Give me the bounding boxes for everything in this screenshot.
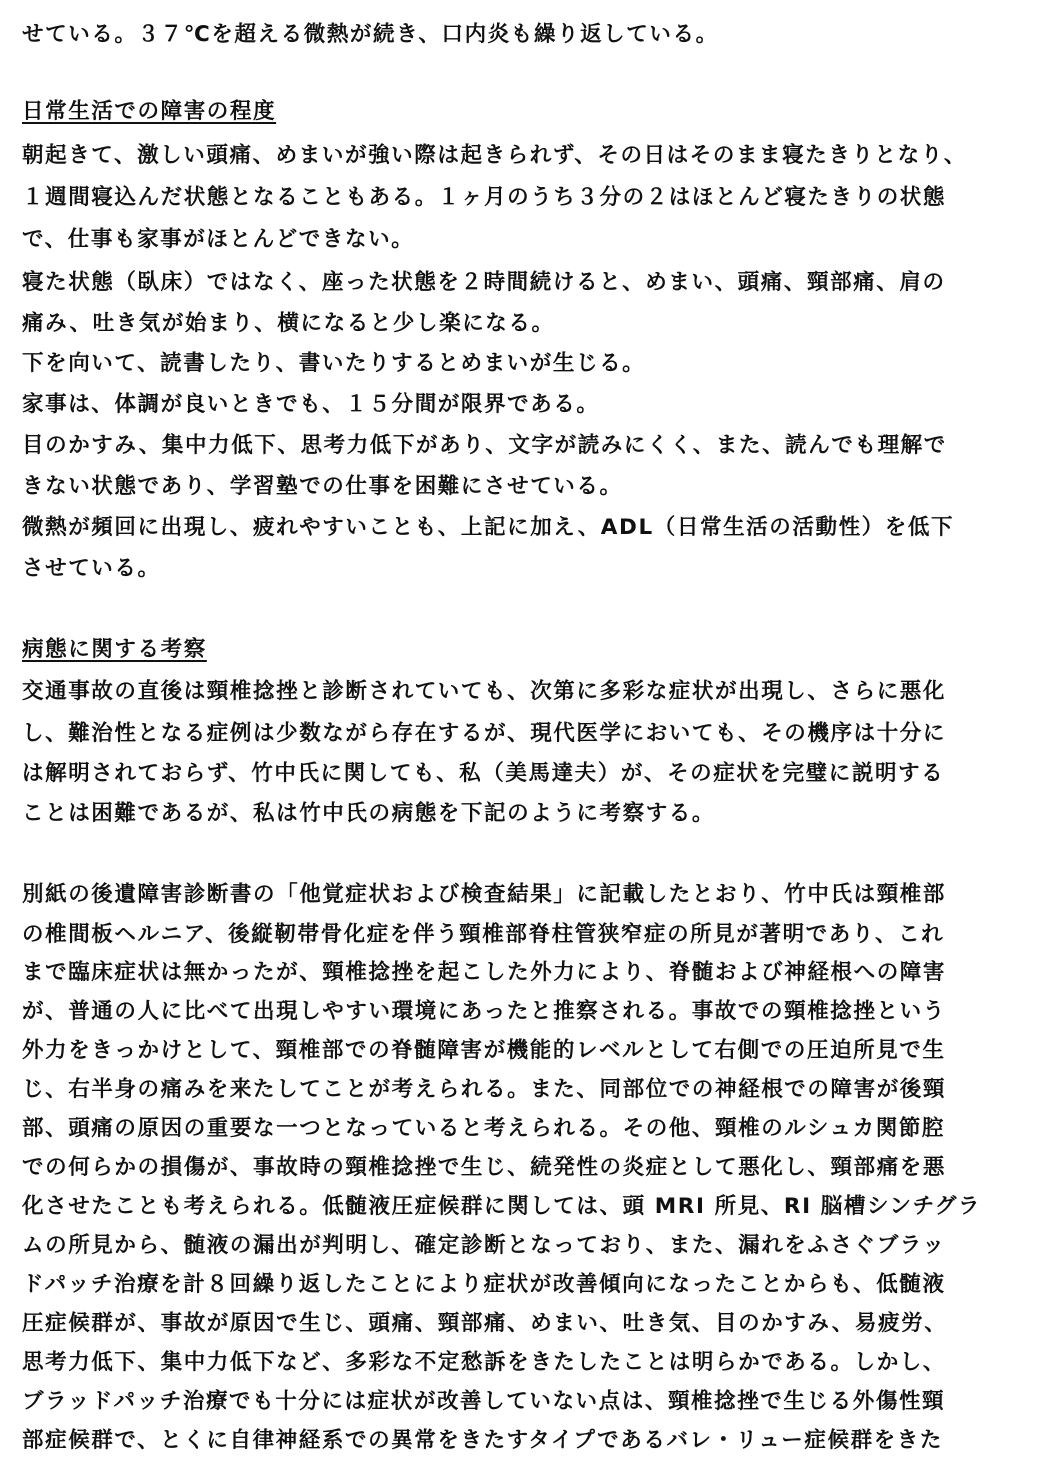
text-line: 別紙の後遺障害診断書の「他覚症状および検査結果」に記載したとおり、竹中氏は頸椎部	[22, 882, 947, 907]
section-heading-daily-life: 日常生活での障害の程度	[22, 99, 277, 124]
text-line: 外力をきっかけとして、頸椎部での脊髄障害が機能的レベルとして右側での圧迫所見で生	[22, 1038, 946, 1063]
text-line: きない状態であり、学習塾での仕事を困難にさせている。	[22, 474, 623, 499]
text-line: ことは困難であるが、私は竹中氏の病態を下記のように考察する。	[22, 801, 716, 826]
text-line: １週間寝込んだ状態となることもある。１ヶ月のうち３分の２はほとんど寝たきりの状態	[22, 185, 947, 210]
text-line: 思考力低下、集中力低下など、多彩な不定愁訴をきたしたことは明らかである。しかし、	[22, 1350, 947, 1375]
text-line: 部症候群で、とくに自律神経系での異常をきたすタイプであるバレ・リュー症候群をきた	[22, 1428, 943, 1453]
text-line: ドパッチ治療を計８回繰り返したことにより症状が改善傾向になったことからも、低髄液	[22, 1272, 946, 1297]
text-line: での何らかの損傷が、事故時の頸椎捻挫で生じ、続発性の炎症として悪化し、頸部痛を悪	[22, 1155, 947, 1180]
text-line: 下を向いて、読書したり、書いたりするとめまいが生じる。	[22, 351, 646, 376]
text-line: じ、右半身の痛みを来たしてことが考えられる。また、同部位での神経根での障害が後頸	[22, 1077, 947, 1102]
text-line: 家事は、体調が良いときでも、１５分間が限界である。	[22, 392, 600, 417]
text-line: 化させたことも考えられる。低髄液圧症候群に関しては、頭 MRI 所見、RI 脳槽シンチグラ	[22, 1194, 982, 1219]
text-line: 圧症候群が、事故が原因で生じ、頭痛、頸部痛、めまい、吐き気、目のかすみ、易疲労、	[22, 1311, 948, 1336]
text-line: 寝た状態（臥床）ではなく、座った状態を２時間続けると、めまい、頭痛、頸部痛、肩の	[22, 270, 946, 295]
text-line: 部、頭痛の原因の重要な一つとなっていると考えられる。その他、頸椎のルシュカ関節腔	[22, 1116, 946, 1141]
section-heading-pathology: 病態に関する考察	[22, 637, 207, 662]
text-line: し、難治性となる症例は少数ながら存在するが、現代医学においても、その機序は十分に	[22, 721, 947, 746]
text-line: 微熱が頻回に出現し、疲れやすいことも、上記に加え、ADL（日常生活の活動性）を低下	[22, 515, 955, 540]
text-line: 痛み、吐き気が始まり、横になると少し楽になる。	[22, 311, 555, 336]
text-line: ブラッドパッチ治療でも十分には症状が改善していない点は、頸椎捻挫で生じる外傷性頸	[22, 1389, 946, 1414]
text-line: の椎間板ヘルニア、後縦靭帯骨化症を伴う頸椎部脊柱管狭窄症の所見が著明であり、これ	[22, 922, 945, 947]
text-line: させている。	[22, 556, 161, 581]
text-line: 交通事故の直後は頸椎捻挫と診断されていても、次第に多彩な症状が出現し、さらに悪化	[22, 679, 947, 704]
text-line: で、仕事も家事がほとんどできない。	[22, 227, 415, 252]
text-line: まで臨床症状は無かったが、頸椎捻挫を起こした外力により、脊髄および神経根への障害	[22, 960, 947, 985]
text-line: ムの所見から、髄液の漏出が判明し、確定診断となっており、また、漏れをふさぐブラッ	[22, 1233, 946, 1258]
text-line: 朝起きて、激しい頭痛、めまいが強い際は起きられず、その日はそのまま寝たきりとなり、	[22, 143, 967, 168]
text-line: 目のかすみ、集中力低下、思考力低下があり、文字が読みにくく、また、読んでも理解で	[22, 433, 947, 458]
text-line: が、普通の人に比べて出現しやすい環境にあったと推察される。事故での頸椎捻挫という	[22, 999, 946, 1024]
text-line: は解明されておらず、竹中氏に関しても、私（美馬達夫）が、その症状を完璧に説明する	[22, 761, 945, 786]
text-line: せている。３７℃を超える微熱が続き、口内炎も繰り返している。	[22, 22, 719, 47]
